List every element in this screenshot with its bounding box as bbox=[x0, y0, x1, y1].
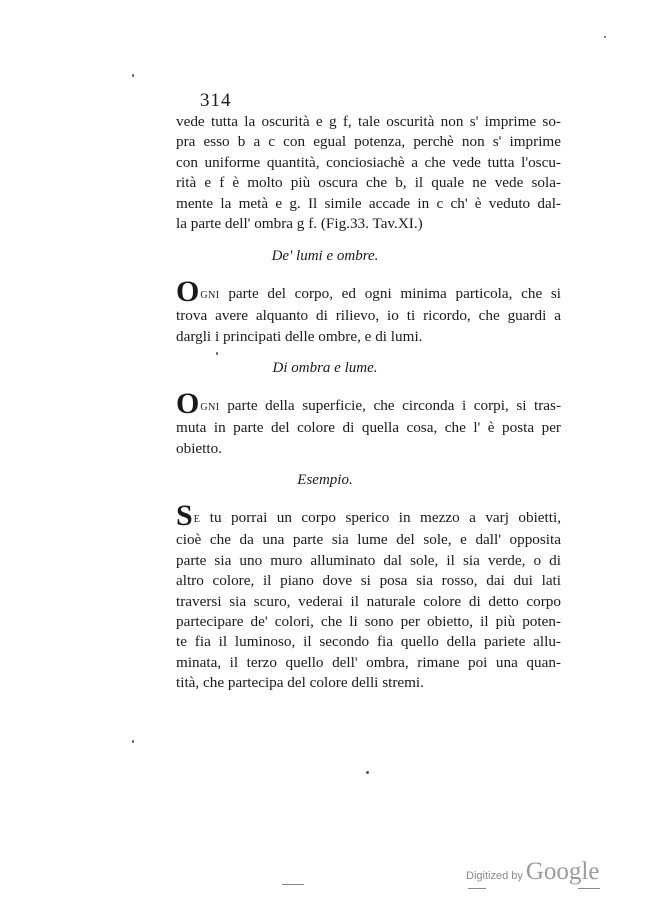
scan-speck bbox=[366, 771, 369, 774]
section-paragraph bbox=[176, 499, 562, 694]
text-line: parte sia uno muro alluminato dal sole, il sia verde, o di bbox=[176, 551, 561, 569]
text-line: mente la metà e g. Il simile accade in c ch' è veduto dal- bbox=[176, 194, 561, 212]
text-line: con uniforme quantità, conciosiachè a che vede tutta l'oscu- bbox=[176, 153, 561, 171]
drop-cap: O bbox=[176, 275, 200, 308]
text-line: la parte dell' ombra g f. (Fig.33. Tav.XI.) bbox=[176, 215, 423, 233]
scan-speck bbox=[132, 740, 134, 743]
section-heading: Esempio. bbox=[297, 472, 353, 488]
text-line: tità, che partecipa del colore delli stremi. bbox=[176, 674, 424, 692]
scan-speck bbox=[216, 352, 218, 355]
text-line: trova avere alquanto di rilievo, io ti ricordo, che guardi a bbox=[176, 307, 561, 325]
text-line: te fia il luminoso, il secondo fia quello della pariete allu- bbox=[176, 633, 561, 651]
text-line: traversi sia scuro, vederai il naturale colore di detto corpo bbox=[176, 592, 561, 610]
section-heading: De' lumi e ombre. bbox=[271, 248, 379, 264]
page-number: 314 bbox=[200, 90, 232, 111]
section-paragraph bbox=[176, 275, 562, 347]
watermark-label: Digitized by bbox=[466, 870, 523, 882]
small-caps: GNI bbox=[200, 290, 220, 301]
text-line: obietto. bbox=[176, 439, 222, 457]
scan-speck bbox=[132, 74, 134, 77]
text-line: minata, il terzo quello dell' ombra, rimane poi una quan- bbox=[176, 653, 561, 671]
text-line: altro colore, il piano dove si posa sia rosso, dai dui lati bbox=[176, 572, 561, 590]
scan-mark bbox=[578, 888, 600, 889]
drop-cap: S bbox=[176, 499, 193, 532]
text-line: vede tutta la oscurità e g f, tale oscurità non s' imprime so- bbox=[176, 113, 561, 130]
text-line bbox=[176, 499, 562, 532]
top-paragraph bbox=[176, 112, 561, 234]
google-logo: Google bbox=[525, 858, 600, 885]
line-text: tu porrai un corpo sperico in mezzo a varj obietti, bbox=[209, 509, 562, 526]
scan-mark bbox=[282, 884, 304, 885]
small-caps: E bbox=[193, 514, 201, 525]
scan-speck bbox=[604, 36, 606, 38]
text-line: pra esso b a c con egual potenza, perchè non s' imprime bbox=[176, 133, 561, 151]
drop-cap: O bbox=[176, 387, 200, 420]
digitized-watermark bbox=[466, 858, 599, 886]
text-line: muta in parte del colore di quella cosa, che l' è posta per bbox=[176, 419, 561, 437]
small-caps: GNI bbox=[200, 402, 220, 413]
line-text: parte del corpo, ed ogni minima particola, che si bbox=[228, 285, 562, 302]
text-line: dargli i principati delle ombre, e di lumi. bbox=[176, 327, 423, 345]
line-text: parte della superficie, che circonda i corpi, si tras- bbox=[227, 397, 562, 414]
text-line bbox=[176, 387, 562, 420]
scan-mark bbox=[468, 888, 486, 889]
text-line: partecipare de' colori, che li sono per obietto, il più poten- bbox=[176, 613, 561, 631]
section-heading: Di ombra e lume. bbox=[272, 360, 378, 376]
text-line: cioè che da una parte sia lume del sole, e dall' opposita bbox=[176, 531, 561, 549]
section-paragraph bbox=[176, 387, 562, 459]
text-line: rità e f è molto più oscura che b, il quale ne vede sola- bbox=[176, 174, 561, 192]
text-line bbox=[176, 275, 562, 308]
